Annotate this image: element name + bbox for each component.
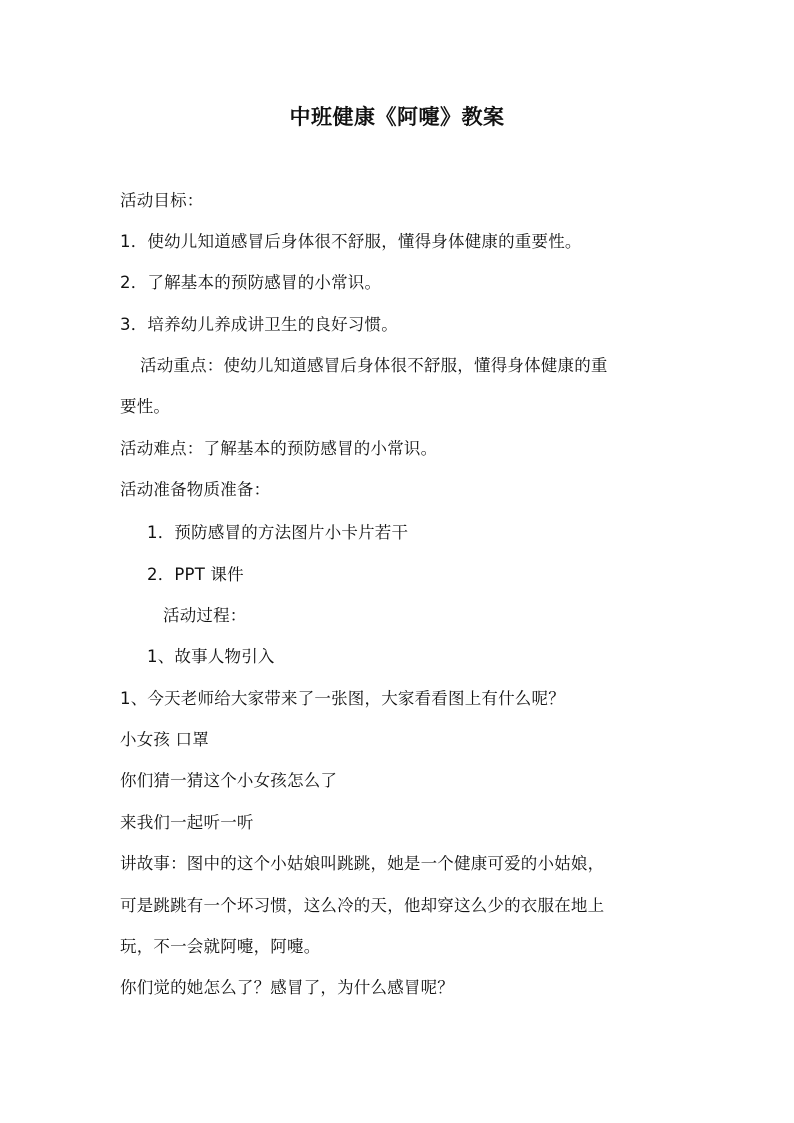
goal-item-1: 1．使幼儿知道感冒后身体很不舒服，懂得身体健康的重要性。: [120, 232, 582, 251]
section-heading-preparation: 活动准备物质准备：: [120, 480, 271, 499]
story-question-1: 1、今天老师给大家带来了一张图，大家看看图上有什么呢？: [120, 689, 565, 708]
story-question-3: 你们觉的她怎么了？感冒了，为什么感冒呢？: [120, 978, 454, 997]
story-text-line-3: 玩，不一会就阿嚏，阿嚏。: [120, 937, 321, 956]
story-text-line-2: 可是跳跳有一个坏习惯，这么冷的天，他却穿这么少的衣服在地上: [120, 896, 605, 915]
preparation-item-1: 1．预防感冒的方法图片小卡片若干: [147, 523, 409, 542]
section-heading-goals: 活动目标：: [120, 191, 204, 210]
difficulty-point: 活动难点：了解基本的预防感冒的小常识。: [120, 439, 438, 458]
key-point-line-2: 要性。: [120, 397, 171, 416]
process-step-1: 1、故事人物引入: [147, 647, 275, 666]
document-title: 中班健康《阿嚏》教案: [289, 104, 505, 129]
story-prompt: 来我们一起听一听: [120, 813, 254, 832]
goal-item-2: 2．了解基本的预防感冒的小常识。: [120, 273, 382, 292]
story-question-2: 你们猜一猜这个小女孩怎么了: [120, 771, 338, 790]
story-text-line-1: 讲故事：图中的这个小姑娘叫跳跳，她是一个健康可爱的小姑娘，: [120, 854, 605, 873]
goal-item-3: 3．培养幼儿养成讲卫生的良好习惯。: [120, 315, 398, 334]
story-answer-1: 小女孩 口罩: [120, 730, 209, 749]
section-heading-process: 活动过程：: [163, 606, 247, 625]
preparation-item-2: 2．PPT 课件: [147, 565, 244, 584]
key-point-line-1: 活动重点：使幼儿知道感冒后身体很不舒服，懂得身体健康的重: [140, 356, 608, 375]
